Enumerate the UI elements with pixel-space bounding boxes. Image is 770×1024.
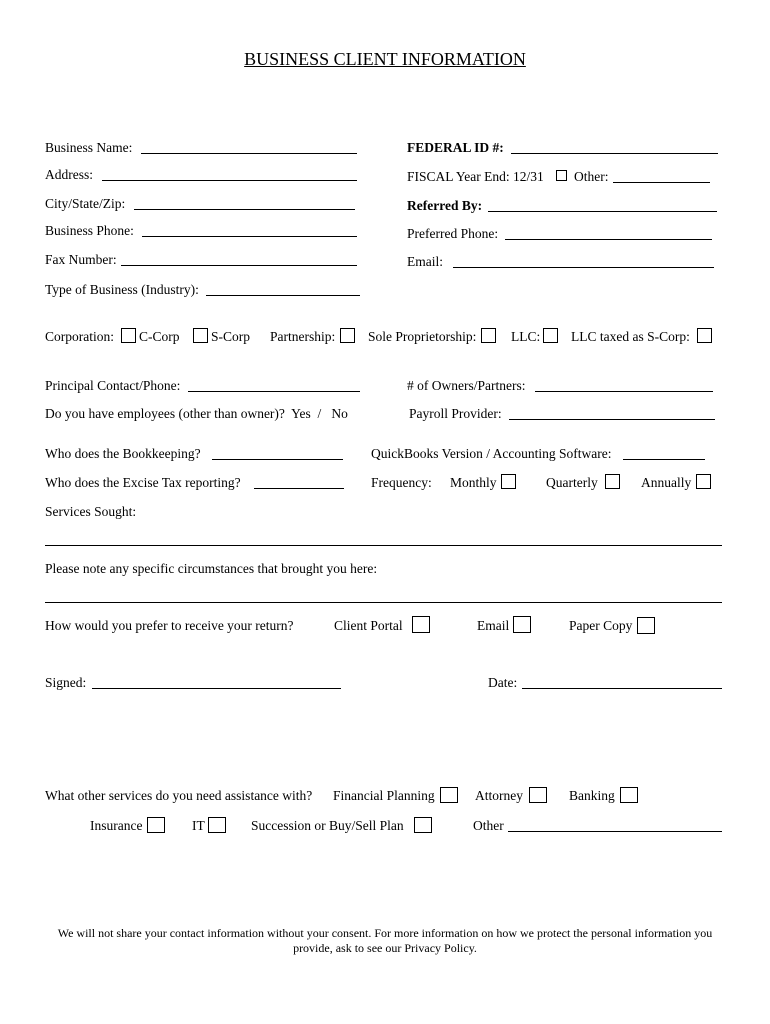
circumstances-field[interactable] <box>45 602 722 603</box>
attorney-label: Attorney <box>475 788 523 803</box>
client-portal-label: Client Portal <box>334 618 403 633</box>
fiscal-other-label: Other: <box>574 169 609 184</box>
signature-field[interactable] <box>92 688 341 689</box>
excise-tax-label: Who does the Excise Tax reporting? <box>45 475 241 490</box>
owners-label: # of Owners/Partners: <box>407 378 526 393</box>
page-title: BUSINESS CLIENT INFORMATION <box>244 49 526 69</box>
financial-planning-label: Financial Planning <box>333 788 435 803</box>
llc-label: LLC: <box>511 329 541 344</box>
fax-number-field[interactable] <box>121 265 357 266</box>
email-return-checkbox[interactable] <box>513 616 531 633</box>
email-field[interactable] <box>453 267 714 268</box>
principal-contact-field[interactable] <box>188 391 360 392</box>
sole-proprietorship-label: Sole Proprietorship: <box>368 329 477 344</box>
federal-id-field[interactable] <box>511 153 718 154</box>
fiscal-year-end-label: FISCAL Year End: 12/31 <box>407 169 544 184</box>
monthly-label: Monthly <box>450 475 497 490</box>
insurance-label: Insurance <box>90 818 143 833</box>
type-of-business-field[interactable] <box>206 295 360 296</box>
business-name-field[interactable] <box>141 153 357 154</box>
business-phone-label: Business Phone: <box>45 223 134 238</box>
insurance-checkbox[interactable] <box>147 817 165 833</box>
receive-return-question: How would you prefer to receive your return? <box>45 618 294 633</box>
monthly-checkbox[interactable] <box>501 474 516 489</box>
frequency-label: Frequency: <box>371 475 432 490</box>
other-services-other-label: Other <box>473 818 504 833</box>
address-label: Address: <box>45 167 93 182</box>
succession-checkbox[interactable] <box>414 817 432 833</box>
circumstances-label: Please note any specific circumstances that brought you here: <box>45 561 378 576</box>
financial-planning-checkbox[interactable] <box>440 787 458 803</box>
llc-checkbox[interactable] <box>543 328 558 343</box>
llc-s-corp-label: LLC taxed as S-Corp: <box>571 329 690 344</box>
banking-checkbox[interactable] <box>620 787 638 803</box>
business-phone-field[interactable] <box>142 236 357 237</box>
bookkeeping-field[interactable] <box>212 459 343 460</box>
succession-label: Succession or Buy/Sell Plan <box>251 818 404 833</box>
privacy-notice: We will not share your contact information without your consent. For more information on how we protect the personal information you provide, ask to see our Privacy Policy. <box>57 926 713 955</box>
fax-number-label: Fax Number: <box>45 252 117 267</box>
referred-by-field[interactable] <box>488 211 717 212</box>
city-state-zip-label: City/State/Zip: <box>45 196 126 211</box>
sole-proprietorship-checkbox[interactable] <box>481 328 496 343</box>
quarterly-checkbox[interactable] <box>605 474 620 489</box>
quarterly-label: Quarterly <box>546 475 598 490</box>
principal-contact-label: Principal Contact/Phone: <box>45 378 181 393</box>
annually-checkbox[interactable] <box>696 474 711 489</box>
c-corp-checkbox[interactable] <box>121 328 136 343</box>
excise-tax-field[interactable] <box>254 488 344 489</box>
payroll-provider-label: Payroll Provider: <box>409 406 502 421</box>
c-corp-label: C-Corp <box>139 329 180 344</box>
federal-id-label: FEDERAL ID #: <box>407 140 504 155</box>
signed-label: Signed: <box>45 675 87 690</box>
address-field[interactable] <box>102 180 357 181</box>
email-label: Email: <box>407 254 443 269</box>
bookkeeping-label: Who does the Bookkeeping? <box>45 446 201 461</box>
other-services-question: What other services do you need assistance with? <box>45 788 313 803</box>
preferred-phone-label: Preferred Phone: <box>407 226 499 241</box>
it-label: IT <box>192 818 205 833</box>
date-field[interactable] <box>522 688 722 689</box>
paper-copy-label: Paper Copy <box>569 618 633 633</box>
partnership-checkbox[interactable] <box>340 328 355 343</box>
date-label: Date: <box>488 675 518 690</box>
s-corp-checkbox[interactable] <box>193 328 208 343</box>
llc-s-corp-checkbox[interactable] <box>697 328 712 343</box>
other-services-other-field[interactable] <box>508 831 722 832</box>
business-name-label: Business Name: <box>45 140 133 155</box>
services-sought-field[interactable] <box>45 545 722 546</box>
attorney-checkbox[interactable] <box>529 787 547 803</box>
fiscal-checkbox[interactable] <box>556 170 567 181</box>
services-sought-label: Services Sought: <box>45 504 137 519</box>
s-corp-label: S-Corp <box>211 329 251 344</box>
corporation-label: Corporation: <box>45 329 114 344</box>
it-checkbox[interactable] <box>208 817 226 833</box>
quickbooks-label: QuickBooks Version / Accounting Software: <box>371 446 612 461</box>
banking-label: Banking <box>569 788 615 803</box>
city-state-zip-field[interactable] <box>134 209 355 210</box>
owners-field[interactable] <box>535 391 713 392</box>
payroll-provider-field[interactable] <box>509 419 715 420</box>
fiscal-other-field[interactable] <box>613 182 710 183</box>
quickbooks-field[interactable] <box>623 459 705 460</box>
email-return-label: Email <box>477 618 510 633</box>
referred-by-label: Referred By: <box>407 198 483 213</box>
annually-label: Annually <box>641 475 692 490</box>
paper-copy-checkbox[interactable] <box>637 617 655 634</box>
partnership-label: Partnership: <box>270 329 336 344</box>
preferred-phone-field[interactable] <box>505 239 712 240</box>
type-of-business-label: Type of Business (Industry): <box>45 282 199 297</box>
employees-question: Do you have employees (other than owner)? Yes / No <box>45 406 348 421</box>
client-portal-checkbox[interactable] <box>412 616 430 633</box>
